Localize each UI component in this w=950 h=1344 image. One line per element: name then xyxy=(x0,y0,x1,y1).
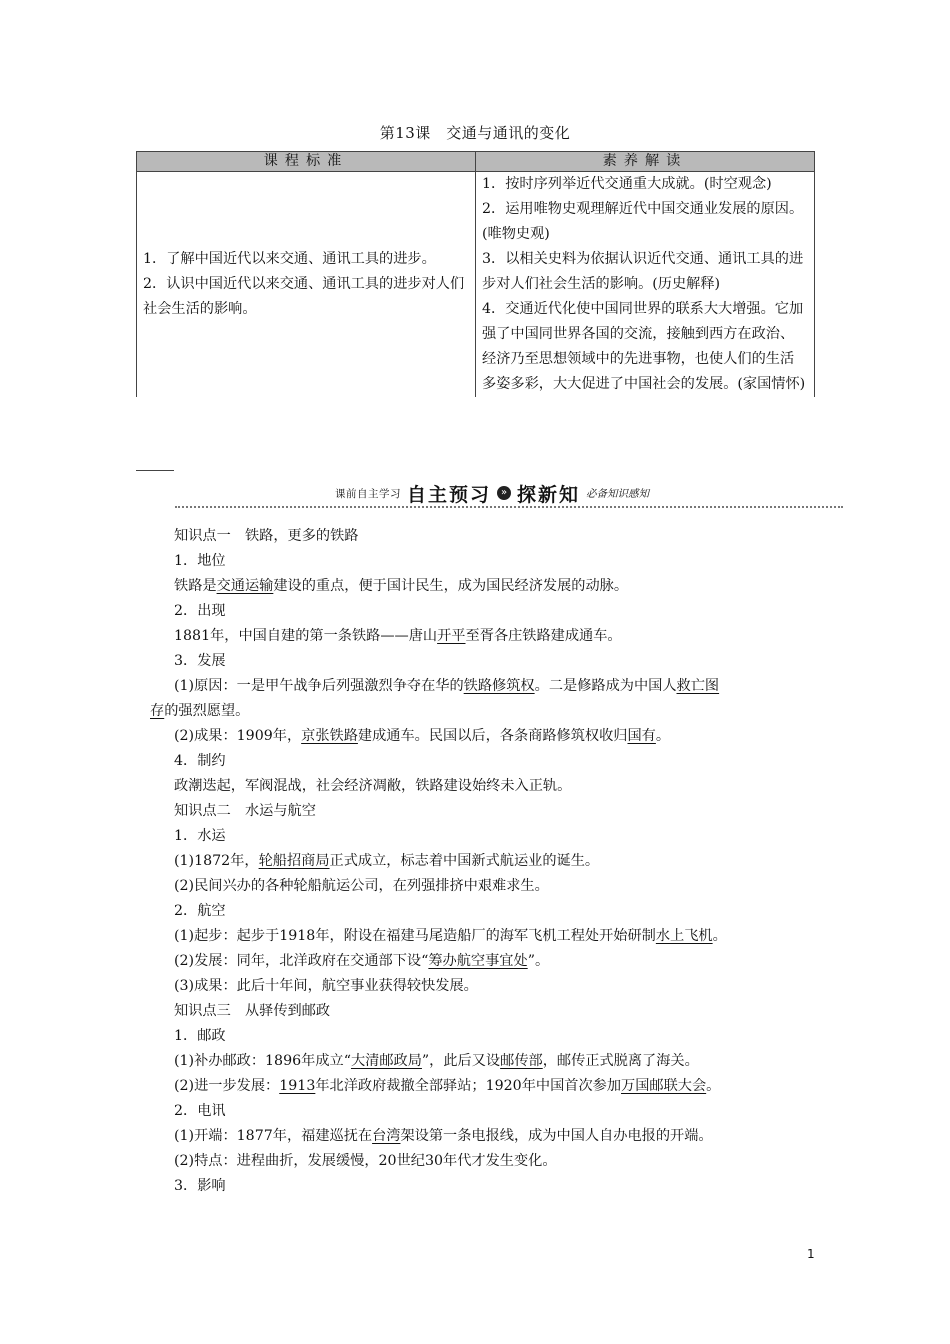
key-term: 万国邮联大会 xyxy=(621,1078,707,1094)
table-header-interpretation: 素养解读 xyxy=(476,152,815,172)
page-number: 1 xyxy=(807,1247,815,1261)
key-term: 轮船招商局 xyxy=(258,853,330,869)
key-term: 开平 xyxy=(437,628,466,644)
key-term: 邮传部 xyxy=(500,1053,543,1069)
paragraph: 政潮迭起，军阀混战，社会经济凋敝，铁路建设始终未入正轨。 xyxy=(174,778,572,794)
key-term: 台湾 xyxy=(372,1128,401,1144)
key-term: 存 xyxy=(150,703,165,719)
key-term: 大清邮政局 xyxy=(350,1053,422,1069)
banner-prefix: 课前自主学习 xyxy=(335,487,401,500)
subheading: 3．影响 xyxy=(174,1178,226,1194)
subheading: 1．地位 xyxy=(174,553,226,569)
table-bottom-line xyxy=(136,470,174,471)
paragraph: (2)发展：同年，北洋政府在交通部下设“筹办航空事宜处”。 xyxy=(174,953,550,969)
section-heading: 知识点二 水运与航空 xyxy=(174,803,316,819)
paragraph: (1)原因：一是甲午战争后列强激烈争夺在华的铁路修筑权。二是修路成为中国人救亡图 xyxy=(174,678,720,694)
key-term: 国有 xyxy=(627,728,656,744)
paragraph: (1)补办邮政：1896年成立“大清邮政局”，此后又设邮传部，邮传正式脱离了海关。 xyxy=(174,1053,699,1069)
paragraph: (3)成果：此后十年间，航空事业获得较快发展。 xyxy=(174,978,478,994)
key-term: 救亡图 xyxy=(676,678,720,694)
paragraph: (2)成果：1909年，京张铁路建成通车。民国以后，各条商路修筑权收归国有。 xyxy=(174,728,671,744)
paragraph: 1881年，中国自建的第一条铁路——唐山开平至胥各庄铁路建成通车。 xyxy=(174,628,622,644)
paragraph: (2)特点：进程曲折，发展缓慢，20世纪30年代才发生变化。 xyxy=(174,1153,557,1169)
paragraph: (2)民间兴办的各种轮船航运公司，在列强排挤中艰难求生。 xyxy=(174,878,549,894)
main-content xyxy=(150,524,830,1199)
paragraph: (1)起步：起步于1918年，附设在福建马尾造船厂的海军飞机工程处开始研制水上飞机。 xyxy=(174,928,727,944)
interpretation-item: 1．按时序列举近代交通重大成就。(时空观念) xyxy=(482,176,772,192)
subheading: 4．制约 xyxy=(174,753,226,769)
standard-item: 1．了解中国近代以来交通、通讯工具的进步。 xyxy=(143,251,436,267)
banner-main-2: 探新知 xyxy=(517,483,581,506)
standard-cell xyxy=(137,172,476,398)
double-arrow-icon: » xyxy=(497,486,511,500)
paragraph: (2)进一步发展：1913年北洋政府裁撤全部驿站；1920年中国首次参加万国邮联大会。 xyxy=(174,1078,721,1094)
key-term: 交通运输 xyxy=(216,578,274,594)
paragraph-continued: 存的强烈愿望。 xyxy=(150,703,250,719)
subheading: 3．发展 xyxy=(174,653,226,669)
dotted-divider xyxy=(175,506,843,508)
subheading: 2．航空 xyxy=(174,903,226,919)
subheading: 1．邮政 xyxy=(174,1028,226,1044)
section-heading: 知识点一 铁路，更多的铁路 xyxy=(174,528,359,544)
key-term: 筹办航空事宜处 xyxy=(428,953,528,969)
key-term: 铁路修筑权 xyxy=(463,678,535,694)
section-heading: 知识点三 从驿传到邮政 xyxy=(174,1003,331,1019)
banner-main: 自主预习 xyxy=(407,483,492,506)
interpretation-item: 2．运用唯物史观理解近代中国交通业发展的原因。(唯物史观) xyxy=(482,201,804,242)
key-term: 1913 xyxy=(279,1078,316,1094)
key-term: 水上飞机 xyxy=(655,928,713,944)
section-banner xyxy=(175,480,843,508)
key-term: 京张铁路 xyxy=(301,728,358,744)
subheading: 2．电讯 xyxy=(174,1103,226,1119)
interpretation-item: 4．交通近代化使中国同世界的联系大大增强。它加强了中国同世界各国的交流，接触到西方在政治、经济乃至思想领域中的先进事物，也使人们的生活多姿多彩，大大促进了中国社会的发展。(家国情怀) xyxy=(482,301,806,392)
page-title: 第13课 交通与通讯的变化 xyxy=(379,124,571,142)
subheading: 1．水运 xyxy=(174,828,226,844)
banner-suffix: 必备知识感知 xyxy=(586,487,650,500)
interpretation-cell xyxy=(476,172,815,398)
paragraph: (1)1872年，轮船招商局正式成立，标志着中国新式航运业的诞生。 xyxy=(174,853,600,869)
standard-item: 2．认识中国近代以来交通、通讯工具的进步对人们社会生活的影响。 xyxy=(143,276,465,317)
table-header-standard: 课程标准 xyxy=(137,152,476,172)
curriculum-table xyxy=(136,151,815,397)
paragraph: (1)开端：1877年，福建巡抚在台湾架设第一条电报线，成为中国人自办电报的开端。 xyxy=(174,1128,713,1144)
interpretation-item: 3．以相关史料为依据认识近代交通、通讯工具的进步对人们社会生活的影响。(历史解释) xyxy=(482,251,804,292)
subheading: 2．出现 xyxy=(174,603,226,619)
paragraph: 铁路是交通运输建设的重点，便于国计民生，成为国民经济发展的动脉。 xyxy=(174,578,629,594)
